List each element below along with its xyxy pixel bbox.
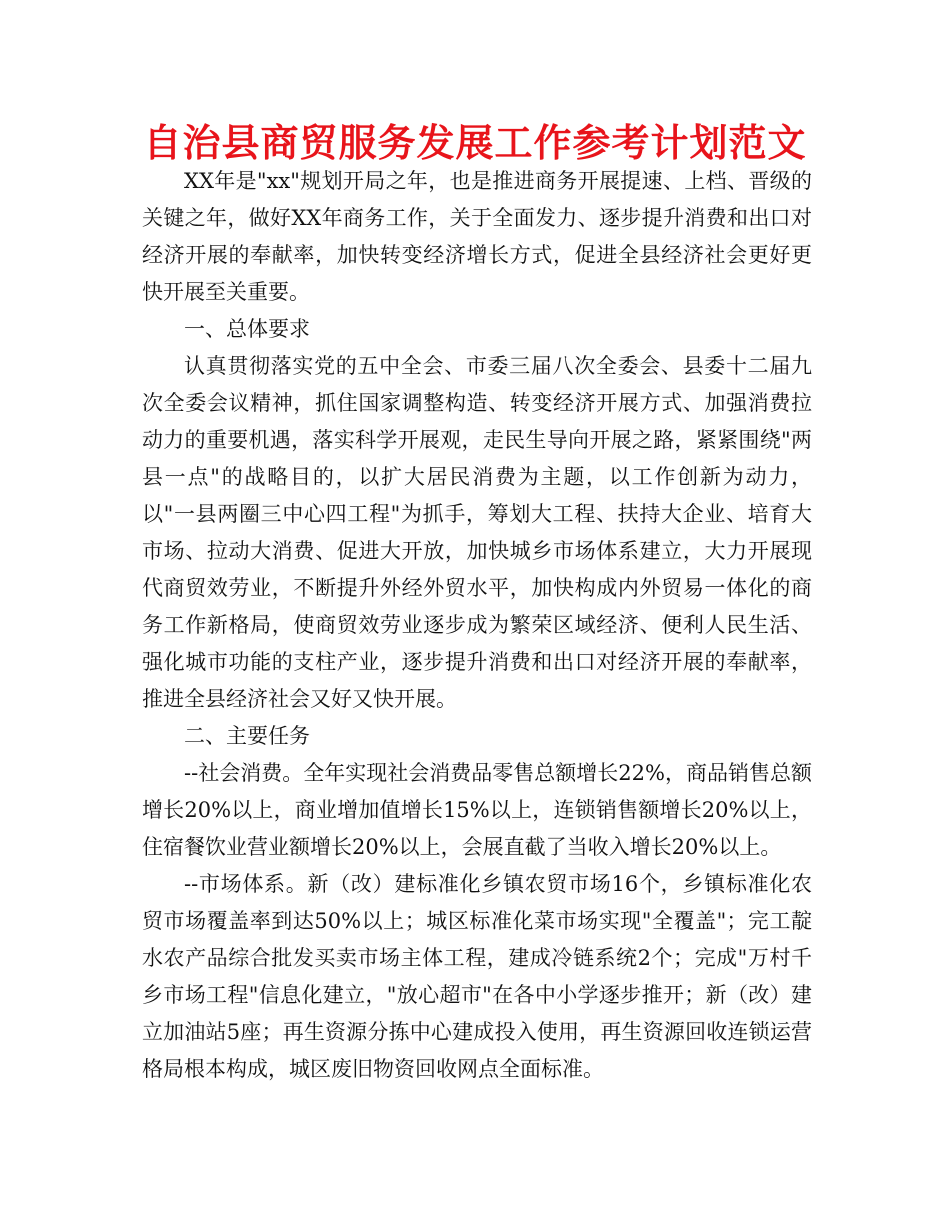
paragraph-general-requirements: 认真贯彻落实党的五中全会、市委三届八次全委会、县委十二届九次全委会议精神，抓住国家调整构造、转变经济开展方式、加强消费拉动力的重要机遇，落实科学开展观，走民生导向开展之路，紧紧围绕"两县一点"的战略目的，以扩大居民消费为主题，以工作创新为动力，以"一县两圈三中心四工程"为抓手，筹划大工程、扶持大企业、培育大市场、拉动大消费、促进大开放，加快城乡市场体系建立，大力开展现代商贸效劳业，不断提升外经外贸水平，加快构成内外贸易一体化的商务工作新格局，使商贸效劳业逐步成为繁荣区域经济、便利人民生活、强化城市功能的支柱产业，逐步提升消费和出口对经济开展的奉献率，推进全县经济社会又好又快开展。 (142, 354, 812, 711)
section-heading-main-tasks: 二、主要任务 (184, 724, 310, 748)
paragraph-social-consumption: --社会消费。全年实现社会消费品零售总额增长22%，商品销售总额增长20%以上，商业增加值增长15%以上，连锁销售额增长20%以上，住宿餐饮业营业额增长20%以上，会展直截了当收入增长20%以上。 (142, 761, 812, 859)
section-heading-general-requirements: 一、总体要求 (184, 317, 310, 341)
document-title: 自治县商贸服务发展工作参考计划范文 (143, 121, 807, 165)
paragraph-intro: XX年是"xx"规划开局之年，也是推进商务开展提速、上档、晋级的关键之年，做好XX年商务工作，关于全面发力、逐步提升消费和出口对经济开展的奉献率，加快转变经济增长方式，促进全县经济社会更好更快开展至关重要。 (142, 169, 812, 304)
document-body (142, 163, 812, 1088)
paragraph-market-system: --市场体系。新（改）建标准化乡镇农贸市场16个，乡镇标准化农贸市场覆盖率到达50%以上；城区标准化菜市场实现"全覆盖"；完工靛水农产品综合批发买卖市场主体工程，建成冷链系统2个；完成"万村千乡市场工程"信息化建立，"放心超市"在各中小学逐步推开；新（改）建立加油站5座；再生资源分拣中心建成投入使用，再生资源回收连锁运营格局根本构成，城区废旧物资回收网点全面标准。 (142, 872, 812, 1081)
